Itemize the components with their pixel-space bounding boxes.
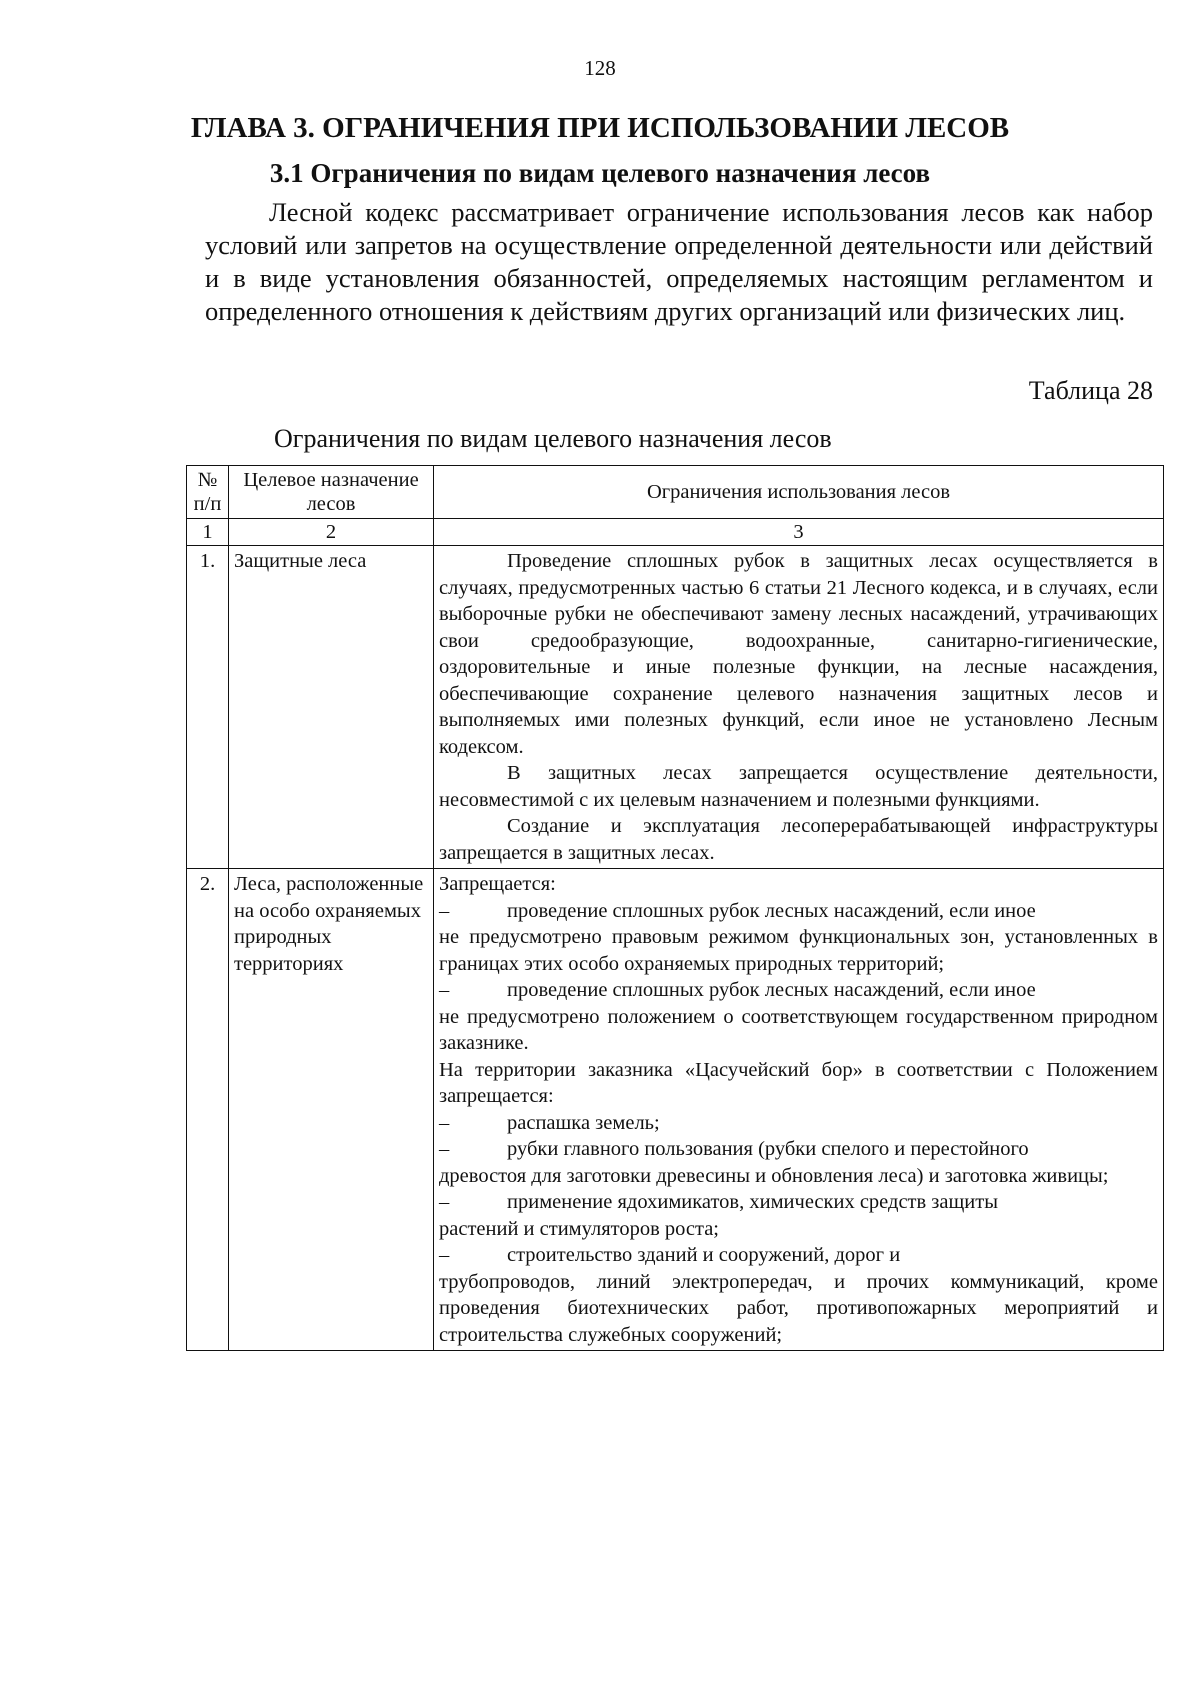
dash-item-first-line: проведение сплошных рубок лесных насаждений, если иное: [507, 979, 1036, 1001]
restriction-paragraph: В защитных лесах запрещается осуществление деятельности, несовместимой с их целевым назначением и полезными функциями.: [439, 762, 1158, 811]
restriction-paragraph: На территории заказника «Цасучейский бор» в соответствии с Положением запрещается:: [439, 1058, 1158, 1107]
dash-list-item: [439, 898, 1158, 978]
dash-item-first-line: распашка земель;: [507, 1111, 660, 1134]
dash-marker: –: [439, 1244, 450, 1266]
table-row: [187, 869, 1164, 1351]
column-index: 2: [229, 519, 434, 546]
table-number: Таблица 28: [1028, 376, 1153, 405]
column-index-row: [187, 519, 1164, 546]
dash-list-item: [439, 1136, 1158, 1189]
dash-list-item: [439, 1189, 1158, 1242]
row-number: 1.: [187, 546, 229, 869]
dash-item-continuation: не предусмотрено правовым режимом функциональных зон, установленных в границах этих особо охраняемых природных территорий;: [439, 926, 1158, 975]
dash-list-item: [439, 977, 1158, 1057]
row-number: 2.: [187, 869, 229, 1351]
header-num: № п/п: [187, 466, 229, 519]
dash-list-item: [439, 1110, 1158, 1137]
restriction-paragraph: Проведение сплошных рубок в защитных лесах осуществляется в случаях, предусмотренных частью 6 статьи 21 Лесного кодекса, и в случаях, если выборочные рубки не обеспечивают замену лесных насаждений, утрачивающих свои средообразующие, водоохранные, санитарно-гигиенические, оздоровительные и иные полезные функции, на лесные насаждения, обеспечивающие сохранение целевого назначения защитных лесов и выполняемых ими полезных функций, если иное не установлено Лесным кодексом.: [439, 550, 1158, 758]
table-caption: Ограничения по видам целевого назначения лесов: [274, 424, 832, 453]
table-row: [187, 546, 1164, 869]
dash-item-continuation: трубопроводов, линий электропередач, и прочих коммуникаций, кроме проведения биотехнических работ, противопожарных мероприятий и строительства служебных сооружений;: [439, 1270, 1158, 1346]
table-header-row: [187, 466, 1164, 519]
restriction-paragraph: Создание и эксплуатация лесоперерабатывающей инфраструктуры запрещается в защитных лесах.: [439, 815, 1158, 864]
row-restrictions: [434, 546, 1164, 869]
restrictions-table: [186, 465, 1164, 1351]
dash-item-first-line: проведение сплошных рубок лесных насаждений, если иное: [507, 899, 1036, 922]
dash-marker: –: [439, 1191, 450, 1213]
restriction-intro: Запрещается:: [439, 873, 556, 895]
dash-item-first-line: применение ядохимикатов, химических средств защиты: [507, 1191, 998, 1213]
dash-item-first-line: рубки главного пользования (рубки спелого и перестойного: [507, 1138, 1029, 1160]
row-purpose: Леса, расположенные на особо охраняемых природных территориях: [229, 869, 434, 1351]
chapter-title: ГЛАВА 3. ОГРАНИЧЕНИЯ ПРИ ИСПОЛЬЗОВАНИИ ЛЕСОВ: [190, 112, 1010, 144]
column-index: 3: [434, 519, 1164, 546]
intro-paragraph: Лесной кодекс рассматривает ограничение использования лесов как набор условий или запретов на осуществление определенной деятельности или действий и в виде установления обязанностей, определяемых настоящим регламентом и определенного отношения к действиям других организаций или физических лиц.: [205, 197, 1153, 326]
dash-item-continuation: растений и стимуляторов роста;: [439, 1217, 720, 1240]
dash-marker: –: [439, 979, 450, 1001]
dash-item-continuation: не предусмотрено положением о соответствующем государственном природном заказнике.: [439, 1005, 1158, 1054]
header-purpose: Целевое назначение лесов: [229, 466, 434, 519]
dash-marker: –: [439, 1111, 450, 1134]
section-title: 3.1 Ограничения по видам целевого назначения лесов: [269, 158, 931, 188]
dash-item-continuation: древостоя для заготовки древесины и обновления леса) и заготовка живицы;: [439, 1164, 1109, 1187]
header-restrictions: Ограничения использования лесов: [434, 466, 1164, 519]
dash-marker: –: [439, 1138, 450, 1160]
row-restrictions: [434, 869, 1164, 1351]
dash-item-first-line: строительство зданий и сооружений, дорог и: [507, 1244, 901, 1266]
column-index: 1: [187, 519, 229, 546]
dash-list-item: [439, 1242, 1158, 1348]
page-number: 128: [584, 56, 616, 80]
dash-marker: –: [439, 899, 450, 922]
row-purpose: Защитные леса: [229, 546, 434, 869]
